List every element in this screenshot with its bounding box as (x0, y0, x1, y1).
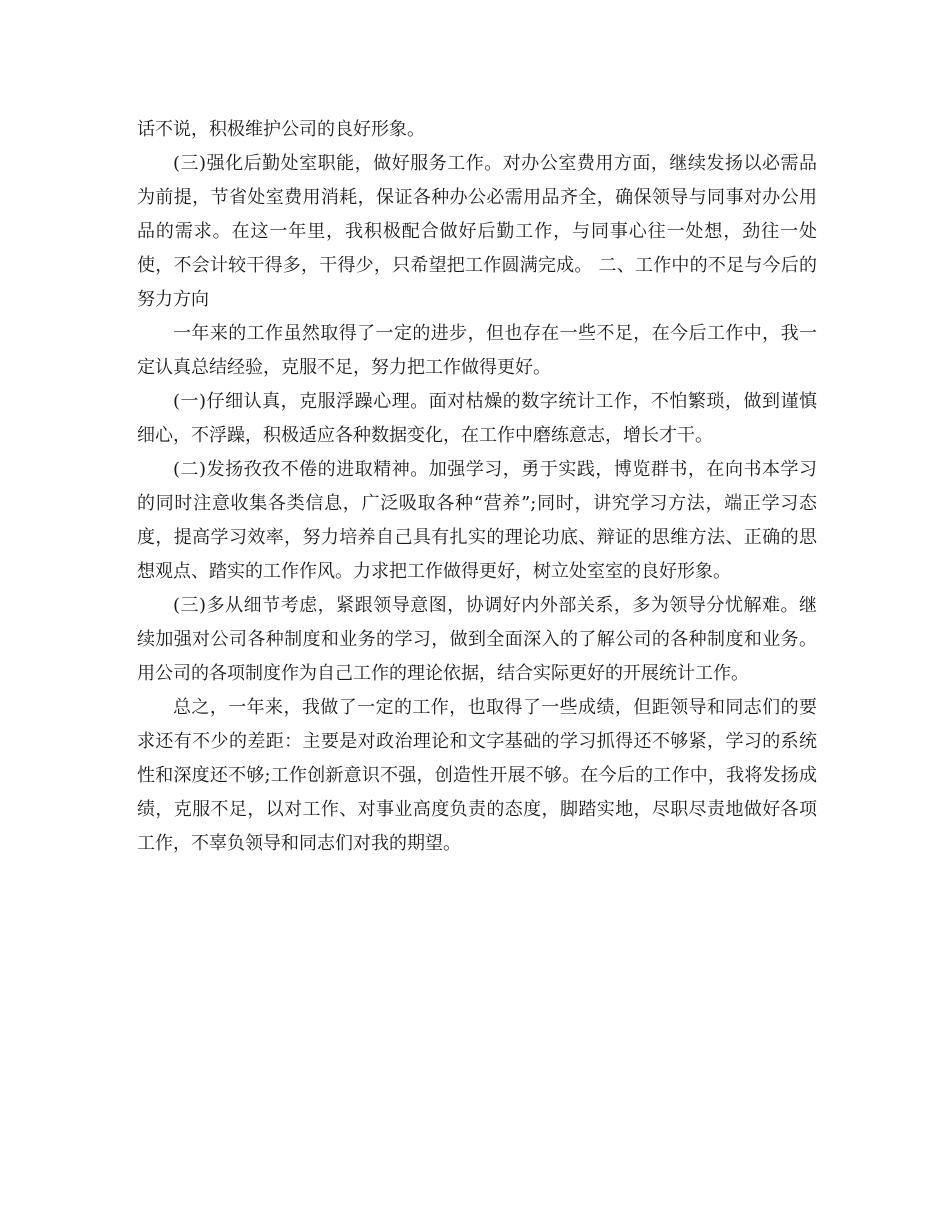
paragraph-continuation: 话不说，积极维护公司的良好形象。 (137, 119, 425, 140)
paragraph-attention-to-detail: (三)多从细节考虑，紧跟领导意图，协调好内外部关系，多为领导分忧解难。继续加强对公司各种制度和业务的学习，做到全面深入的了解公司的各种制度和业务。用公司的各项制度作为自己工作的理论依据，结合实际更好的开展统计工作。 (137, 595, 817, 684)
paragraph-logistics-service: (三)强化后勤处室职能，做好服务工作。对办公室费用方面，继续发扬以必需品为前提，节省处室费用消耗，保证各种办公必需用品齐全，确保领导与同事对办公用品的需求。在这一年里，我积极配合做好后勤工作，与同事心往一处想，劲往一处使，不会计较干得多，干得少，只希望把工作圆满完成。 二、工作中的不足与今后的努力方向 (137, 153, 817, 310)
paragraph-learning-spirit: (二)发扬孜孜不倦的进取精神。加强学习，勇于实践，博览群书，在向书本学习的同时注意收集各类信息，广泛吸取各种“营养”;同时，讲究学习方法，端正学习态度，提高学习效率，努力培养自己具有扎实的理论功底、辩证的思维方法、正确的思想观点、踏实的工作作风。力求把工作做得更好，树立处室室的良好形象。 (137, 459, 817, 582)
paragraph-careful-work: (一)仔细认真，克服浮躁心理。面对枯燥的数字统计工作，不怕繁琐，做到谨慎细心，不浮躁，积极适应各种数据变化，在工作中磨练意志，增长才干。 (137, 391, 817, 446)
document-body (137, 113, 817, 861)
paragraph-summary: 总之，一年来，我做了一定的工作，也取得了一些成绩，但距领导和同志们的要求还有不少的差距：主要是对政治理论和文字基础的学习抓得还不够紧，学习的系统性和深度还不够;工作创新意识不强，创造性开展不够。在今后的工作中，我将发扬成绩，克服不足，以对工作、对事业高度负责的态度，脚踏实地，尽职尽责地做好各项工作，不辜负领导和同志们对我的期望。 (137, 697, 817, 854)
paragraph-shortcomings-intro: 一年来的工作虽然取得了一定的进步，但也存在一些不足，在今后工作中，我一定认真总结经验，克服不足，努力把工作做得更好。 (137, 323, 817, 378)
